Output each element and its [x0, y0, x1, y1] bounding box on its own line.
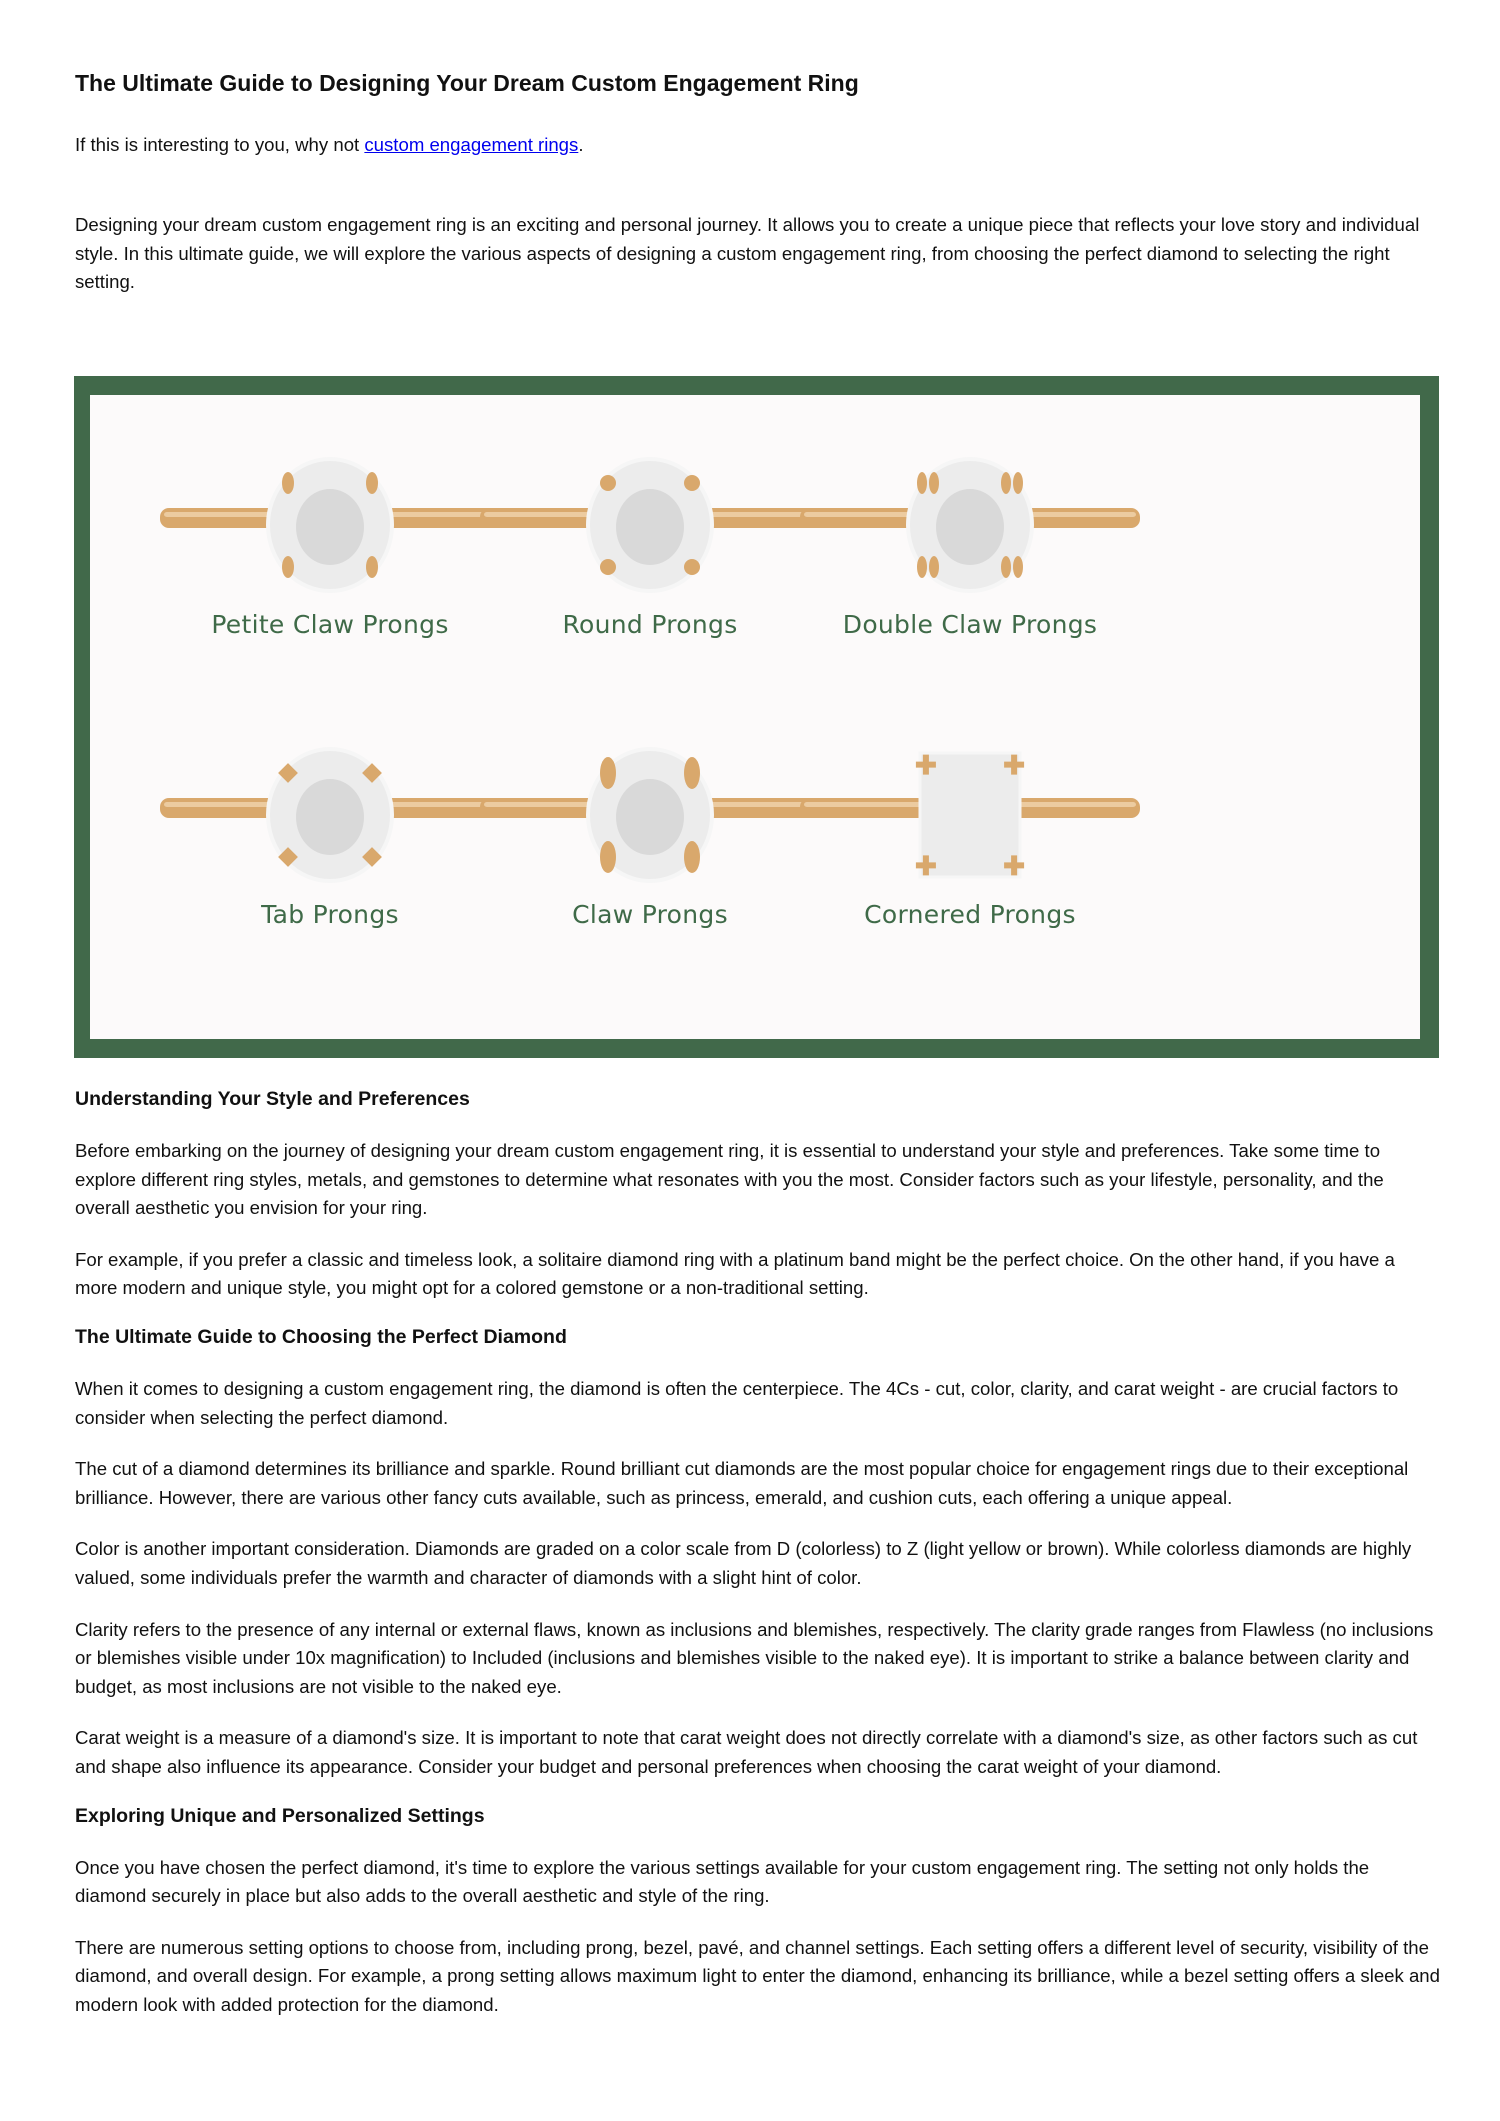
- lead-paragraph: [75, 131, 584, 160]
- ring-icon: [800, 745, 1140, 895]
- prong-label: Petite Claw Prongs: [211, 610, 449, 639]
- section-paragraph: Before embarking on the journey of designing your dream custom engagement ring, it is essential to understand your style and preferences. Take some time to explore different ring styles, metals, and gemstones to determine what resonates with you the most. Consider factors such as your lifestyle, personality, and the overall aesthetic you envision for your ring.: [75, 1140, 1384, 1219]
- section-heading: The Ultimate Guide to Choosing the Perfect Diamond: [75, 1325, 567, 1348]
- prong-label: Tab Prongs: [261, 900, 399, 929]
- prong-type-5: [760, 745, 1180, 1005]
- section-heading: Understanding Your Style and Preferences: [75, 1088, 470, 1110]
- prong-label: Cornered Prongs: [864, 900, 1076, 929]
- ring-icon: [800, 455, 1140, 605]
- section-paragraph: Once you have chosen the perfect diamond, it's time to explore the various settings available for your custom engagement ring. The setting not only holds the diamond securely in place but also adds to the overall aesthetic and style of the ring.: [75, 1856, 1370, 1907]
- section-paragraph: There are numerous setting options to choose from, including prong, bezel, pavé, and channel settings. Each setting offers a different level of security, visibility of the diamond, and overall design. For example, a prong setting allows maximum light to enter the diamond, enhancing its brilliance, while a bezel setting offers a sleek and modern look with added protection for the diamond.: [75, 1936, 1440, 2015]
- prong-types-figure: [74, 376, 1439, 1058]
- section-paragraph: The cut of a diamond determines its brilliance and sparkle. Round brilliant cut diamonds are the most popular choice for engagement rings due to their exceptional brilliance. However, there are various other fancy cuts available, such as princess, emerald, and cushion cuts, each offering a unique appeal.: [75, 1458, 1409, 1508]
- lead-text: If this is interesting to you, why not: [75, 134, 365, 155]
- article-body: [75, 1088, 1440, 2042]
- prong-label: Claw Prongs: [572, 900, 728, 929]
- section-paragraph: Carat weight is a measure of a diamond's size. It is important to note that carat weight does not directly correlate with a diamond's size, as other factors such as cut and shape also influence its appearance. Consider your budget and personal preferences when choosing the carat weight of your diamond.: [75, 1727, 1418, 1777]
- prong-label: Double Claw Prongs: [842, 610, 1098, 639]
- lead-suffix: .: [578, 134, 584, 155]
- section-paragraph: Color is another important consideration. Diamonds are graded on a color scale from D (colorless) to Z (light yellow or brown). While colorless diamonds are highly valued, some individuals prefer the warmth and character of diamonds with a slight hint of color.: [75, 1538, 1412, 1588]
- intro-paragraph: Designing your dream custom engagement ring is an exciting and personal journey. It allows you to create a unique piece that reflects your love story and individual style. In this ultimate guide, we will explore the various aspects of designing a custom engagement ring, from choosing the perfect diamond to selecting the right setting.: [75, 214, 1420, 293]
- section-heading: Exploring Unique and Personalized Settings: [75, 1804, 485, 1827]
- section-paragraph: For example, if you prefer a classic and timeless look, a solitaire diamond ring with a platinum band might be the perfect choice. On the other hand, if you have a more modern and unique style, you might opt for a colored gemstone or a non-traditional setting.: [75, 1248, 1395, 1299]
- prong-type-2: [760, 455, 1180, 715]
- page-title: The Ultimate Guide to Designing Your Dream Custom Engagement Ring: [75, 70, 859, 96]
- prong-label: Round Prongs: [562, 610, 738, 639]
- figure-canvas: [90, 395, 1420, 1039]
- section-paragraph: When it comes to designing a custom engagement ring, the diamond is often the centerpiece. The 4Cs - cut, color, clarity, and carat weight - are crucial factors to consider when selecting the perfect diamond.: [75, 1377, 1399, 1428]
- custom-engagement-rings-link[interactable]: custom engagement rings: [364, 134, 579, 155]
- section-paragraph: Clarity refers to the presence of any internal or external flaws, known as inclusions and blemishes, respectively. The clarity grade ranges from Flawless (no inclusions or blemishes visible under 10x magnification) to Included (inclusions and blemishes visible to the naked eye). It is important to strike a balance between clarity and budget, as most inclusions are not visible to the naked eye.: [75, 1618, 1434, 1697]
